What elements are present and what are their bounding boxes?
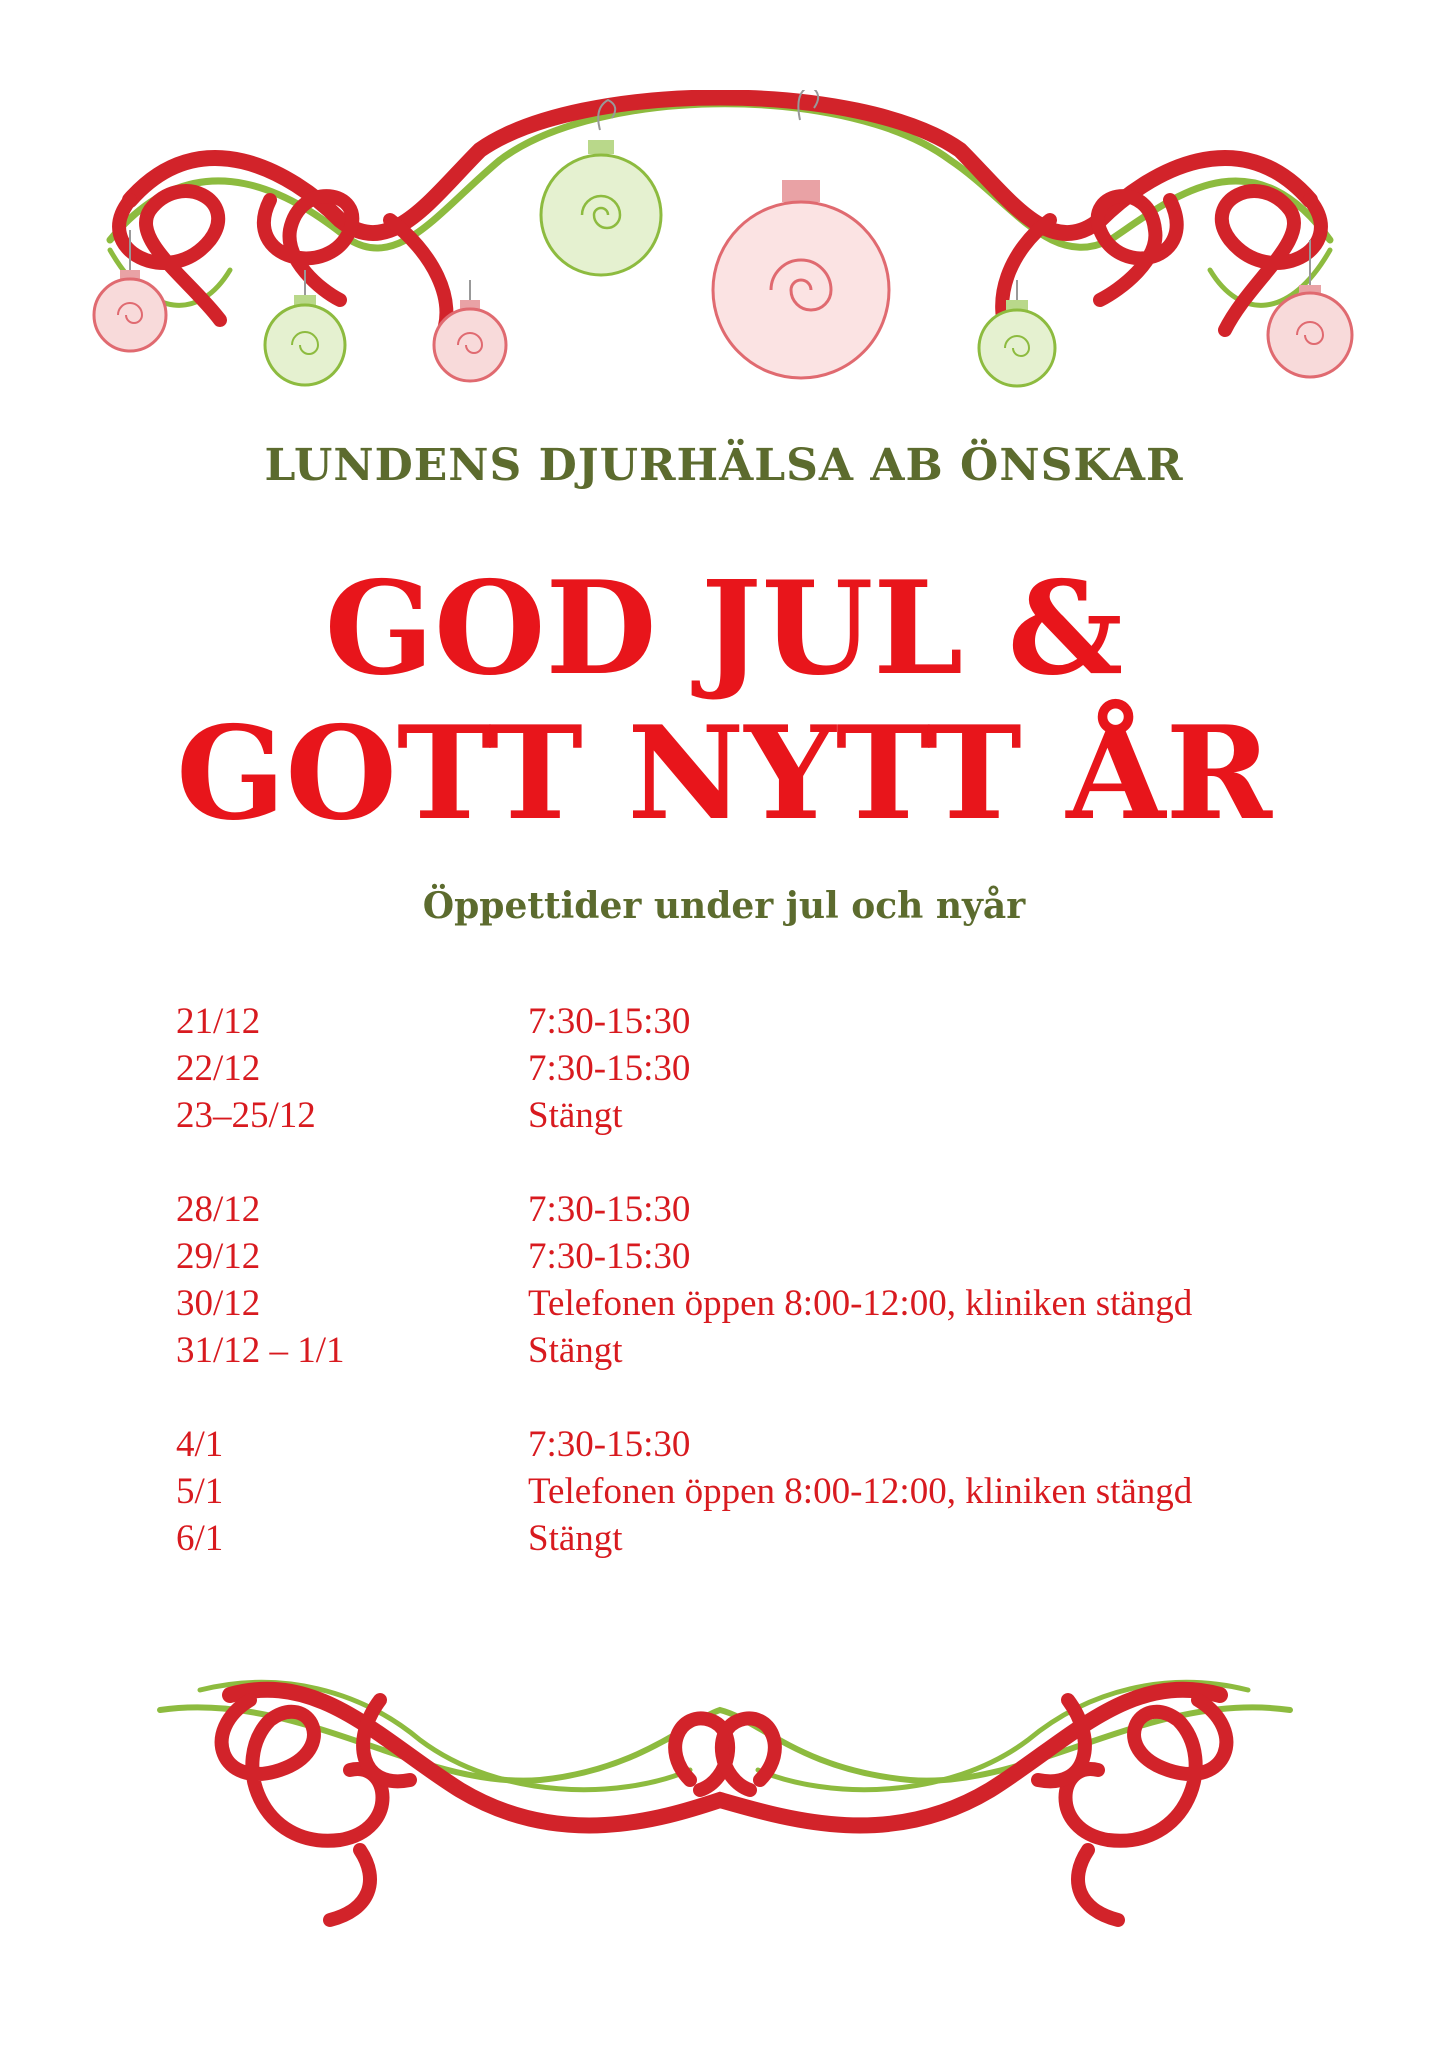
hours-group-3	[176, 1423, 1376, 1564]
hours-date: 23–25/12	[176, 1095, 316, 1136]
headline-line-1: GOD JUL &	[324, 554, 1124, 704]
hours-time: 7:30-15:30	[528, 1001, 691, 1042]
hours-row	[176, 1470, 1376, 1517]
bottom-ribbon-decoration	[0, 1650, 1448, 1950]
hours-row	[176, 1282, 1376, 1329]
hours-date: 5/1	[176, 1471, 224, 1512]
red-ornament-large-center	[713, 90, 889, 378]
green-ornament-right	[979, 280, 1055, 386]
hours-time: Stängt	[528, 1330, 623, 1371]
hours-row	[176, 1188, 1376, 1235]
opening-hours-subtitle: Öppettider under jul och nyår	[422, 885, 1026, 927]
hours-row	[176, 1047, 1376, 1094]
hours-time: 7:30-15:30	[528, 1189, 691, 1230]
hours-date: 22/12	[176, 1048, 261, 1089]
hours-date: 6/1	[176, 1518, 224, 1559]
hours-row	[176, 1094, 1376, 1141]
hours-time: Telefonen öppen 8:00-12:00, kliniken stängd	[528, 1283, 1193, 1324]
green-ornament-left	[265, 270, 345, 385]
hours-time: 7:30-15:30	[528, 1236, 691, 1277]
hours-row	[176, 1423, 1376, 1470]
top-ribbon-ornament-decoration	[0, 90, 1448, 420]
hours-row	[176, 1517, 1376, 1564]
hours-row	[176, 1235, 1376, 1282]
hours-date: 21/12	[176, 1001, 261, 1042]
headline-line-2: GOTT NYTT ÅR	[176, 699, 1272, 849]
hours-date: 28/12	[176, 1189, 261, 1230]
hours-date: 31/12 – 1/1	[176, 1330, 345, 1371]
hours-group-1	[176, 1000, 1376, 1141]
hours-row	[176, 1000, 1376, 1047]
hours-time: Stängt	[528, 1518, 623, 1559]
hours-row	[176, 1329, 1376, 1376]
hours-time: Stängt	[528, 1095, 623, 1136]
hours-time: Telefonen öppen 8:00-12:00, kliniken stängd	[528, 1471, 1193, 1512]
hours-date: 29/12	[176, 1236, 261, 1277]
hours-time: 7:30-15:30	[528, 1424, 691, 1465]
hours-date: 4/1	[176, 1424, 224, 1465]
hours-date: 30/12	[176, 1283, 261, 1324]
greeting-eyebrow: LUNDENS DJURHÄLSA AB ÖNSKAR	[264, 440, 1184, 491]
hours-group-2	[176, 1188, 1376, 1376]
hours-time: 7:30-15:30	[528, 1048, 691, 1089]
